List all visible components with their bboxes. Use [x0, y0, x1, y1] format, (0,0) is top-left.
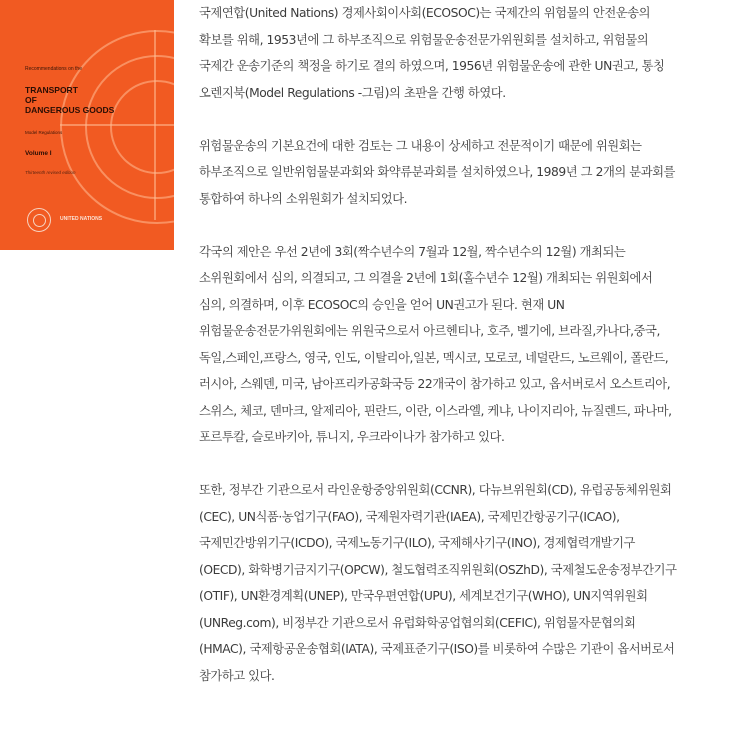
paragraph — [199, 239, 740, 451]
text-line: 러시아, 스웨덴, 미국, 남아프리카공화국등 22개국이 참가하고 있고, 옵서버로서 오스트리아, — [199, 377, 671, 391]
text-line: 국제민간방위기구(ICDO), 국제노동기구(ILO), 국제해사기구(INO), 경제협력개발기구 — [199, 536, 635, 550]
text-line: (HMAC), 국제항공운송협회(IATA), 국제표준기구(ISO)를 비롯하여 수많은 기관이 옵서버로서 — [199, 642, 675, 656]
un-emblem-icon — [27, 208, 51, 232]
text-line: 하부조직으로 일반위험물분과회와 화약류분과회를 설치하였으나, 1989년 그 2개의 분과회를 — [199, 165, 675, 179]
text-line: 오렌지북(Model Regulations -그림)의 초판을 간행 하였다. — [199, 85, 506, 100]
text-line: 국제간 운송기준의 책정을 하기로 결의 하였으며, 1956년 위험물운송에 관한 UN권고, 통칭 — [199, 59, 665, 73]
text-line: 확보를 위해, 1953년에 그 하부조직으로 위험물운송전문가위원회를 설치하고, 위험물의 — [199, 32, 649, 47]
text-line: (OTIF), UN환경계획(UNEP), 만국우편연합(UPU), 세계보건기구(WHO), UN지역위원회 — [199, 589, 648, 603]
text-line: 독일,스페인,프랑스, 영국, 인도, 이탈리아,일본, 멕시코, 모로코, 네덜란드, 노르웨이, 폴란드, — [199, 350, 669, 365]
cover-pretitle: Recommendations on the — [25, 66, 82, 72]
cover-volume: Volume I — [25, 150, 52, 157]
article-body — [199, 0, 740, 689]
cover-title-line: TRANSPORT — [25, 85, 78, 95]
paragraph — [199, 133, 740, 213]
text-line: 위험물운송의 기본요건에 대한 검토는 그 내용이 상세하고 전문적이기 때문에 위원회는 — [199, 138, 642, 153]
text-line: (CEC), UN식품·농업기구(FAO), 국제원자력기관(IAEA), 국제민간항공기구(ICAO), — [199, 509, 620, 524]
text-line: 포르투칼, 슬로바키아, 튜니지, 우크라이나가 참가하고 있다. — [199, 430, 505, 444]
text-line: 각국의 제안은 우선 2년에 3회(짝수년수의 7월과 12월, 짝수년수의 12월) 개최되는 — [199, 244, 626, 259]
cover-subtitle: Model Regulations — [25, 130, 63, 135]
text-line: 국제연합(United Nations) 경제사회이사회(ECOSOC)는 국제간의 위험물의 안전운송의 — [199, 6, 651, 20]
cover-title-line: DANGEROUS GOODS — [25, 105, 115, 115]
text-line: 스위스, 체코, 덴마크, 알제리아, 핀란드, 이란, 이스라엘, 케냐, 나이지리아, 뉴질렌드, 파나마, — [199, 403, 672, 418]
cover-title-line: OF — [25, 95, 37, 105]
globe-parallel — [60, 124, 174, 126]
text-line: (UNReg.com), 비정부간 기관으로서 유럽화학공업협의회(CEFIC), 위험물자문협의회 — [199, 615, 636, 630]
text-line: 심의, 의결하며, 이후 ECOSOC의 승인을 얻어 UN권고가 된다. 현재 UN — [199, 297, 565, 312]
paragraph — [199, 477, 740, 689]
book-cover-image — [0, 0, 174, 250]
text-line: 통합하여 하나의 소위원회가 설치되었다. — [199, 191, 408, 206]
cover-title — [25, 85, 145, 115]
paragraph — [199, 0, 740, 106]
cover-edition: Thirteenth revised edition — [25, 170, 76, 175]
text-line: 또한, 정부간 기관으로서 라인운항중앙위원회(CCNR), 다뉴브위원회(CD), 유럽공동체위원회 — [199, 483, 672, 497]
text-line: 소위원회에서 심의, 의결되고, 그 의결을 2년에 1회(홀수년수 12월) 개최되는 위원회에서 — [199, 271, 653, 285]
text-line: 위험물운송전문가위원회에는 위원국으로서 아르헨티나, 호주, 벨기에, 브라질,카나다,중국, — [199, 324, 660, 338]
text-line: 참가하고 있다. — [199, 668, 275, 683]
cover-publisher: UNITED NATIONS — [60, 216, 103, 222]
text-line: (OECD), 화학병기금지기구(OPCW), 철도협력조직위원회(OSZhD), 국제철도운송정부간기구 — [199, 562, 677, 577]
